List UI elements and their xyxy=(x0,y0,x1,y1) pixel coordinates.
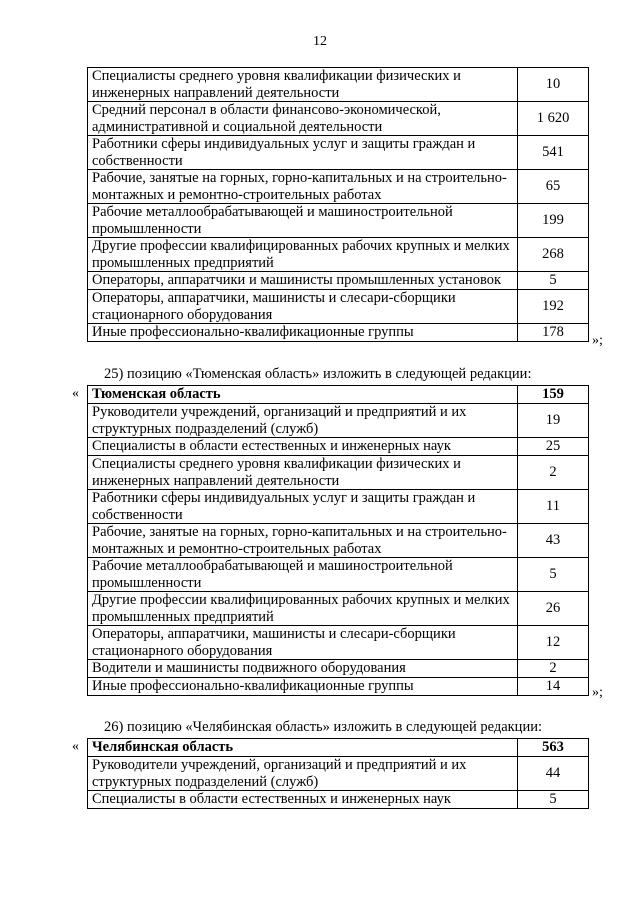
page-number: 12 xyxy=(313,34,327,49)
table-row xyxy=(88,438,589,456)
row-value: 178 xyxy=(518,324,589,342)
row-name: Водители и машинисты подвижного оборудования xyxy=(88,660,518,678)
row-name: Средний персонал в области финансово-экономической, административной и социальной деятельности xyxy=(88,102,518,136)
row-value: 65 xyxy=(518,170,589,204)
table-row xyxy=(88,757,589,791)
row-name: Операторы, аппаратчики, машинисты и слесари-сборщики стационарного оборудования xyxy=(88,626,518,660)
table-row xyxy=(88,170,589,204)
row-value: 2 xyxy=(518,456,589,490)
paragraph-26: 26) позицию «Челябинская область» изложить в следующей редакции: xyxy=(104,719,542,735)
region-name: Тюменская область xyxy=(88,386,518,404)
table-row xyxy=(88,272,589,290)
row-name: Рабочие, занятые на горных, горно-капитальных и на строительно-монтажных и ремонтно-строительных работах xyxy=(88,524,518,558)
row-value: 1 620 xyxy=(518,102,589,136)
table-row xyxy=(88,558,589,592)
row-name: Другие профессии квалифицированных рабочих крупных и мелких промышленных предприятий xyxy=(88,238,518,272)
table-row xyxy=(88,524,589,558)
table-row xyxy=(88,490,589,524)
row-name: Руководители учреждений, организаций и предприятий и их структурных подразделений (служб) xyxy=(88,404,518,438)
row-value: 14 xyxy=(518,678,589,696)
row-value: 25 xyxy=(518,438,589,456)
table-row xyxy=(88,136,589,170)
table-row xyxy=(88,238,589,272)
row-name: Специалисты в области естественных и инженерных наук xyxy=(88,438,518,456)
table-row xyxy=(88,404,589,438)
opening-quote: « xyxy=(72,386,79,401)
table-tyumen xyxy=(87,385,589,696)
row-value: 11 xyxy=(518,490,589,524)
row-name: Специалисты в области естественных и инженерных наук xyxy=(88,791,518,809)
opening-quote: « xyxy=(72,739,79,754)
paragraph-25: 25) позицию «Тюменская область» изложить в следующей редакции: xyxy=(104,366,532,382)
table-row xyxy=(88,204,589,238)
region-total: 159 xyxy=(518,386,589,404)
region-total: 563 xyxy=(518,739,589,757)
table-row xyxy=(88,290,589,324)
table-row xyxy=(88,626,589,660)
row-value: 5 xyxy=(518,272,589,290)
closing-quote: »; xyxy=(592,685,603,700)
row-name: Операторы, аппаратчики, машинисты и слесари-сборщики стационарного оборудования xyxy=(88,290,518,324)
table-row xyxy=(88,678,589,696)
table-continuation xyxy=(87,67,589,342)
row-value: 199 xyxy=(518,204,589,238)
row-value: 5 xyxy=(518,791,589,809)
table-row xyxy=(88,791,589,809)
row-value: 12 xyxy=(518,626,589,660)
table-chelyabinsk xyxy=(87,738,589,809)
row-name: Иные профессионально-квалификационные группы xyxy=(88,678,518,696)
row-name: Специалисты среднего уровня квалификации физических и инженерных направлений деятельности xyxy=(88,456,518,490)
table-header-row xyxy=(88,386,589,404)
row-name: Иные профессионально-квалификационные группы xyxy=(88,324,518,342)
row-name: Рабочие, занятые на горных, горно-капитальных и на строительно-монтажных и ремонтно-строительных работах xyxy=(88,170,518,204)
row-name: Работники сферы индивидуальных услуг и защиты граждан и собственности xyxy=(88,136,518,170)
row-value: 541 xyxy=(518,136,589,170)
table-row xyxy=(88,324,589,342)
row-value: 26 xyxy=(518,592,589,626)
row-value: 268 xyxy=(518,238,589,272)
closing-quote: »; xyxy=(592,333,603,348)
region-name: Челябинская область xyxy=(88,739,518,757)
row-value: 2 xyxy=(518,660,589,678)
row-value: 19 xyxy=(518,404,589,438)
table-row xyxy=(88,660,589,678)
row-value: 44 xyxy=(518,757,589,791)
row-value: 192 xyxy=(518,290,589,324)
table-row xyxy=(88,68,589,102)
table-row xyxy=(88,456,589,490)
row-name: Специалисты среднего уровня квалификации физических и инженерных направлений деятельности xyxy=(88,68,518,102)
row-value: 5 xyxy=(518,558,589,592)
row-name: Операторы, аппаратчики и машинисты промышленных установок xyxy=(88,272,518,290)
table-row xyxy=(88,102,589,136)
row-value: 10 xyxy=(518,68,589,102)
row-name: Другие профессии квалифицированных рабочих крупных и мелких промышленных предприятий xyxy=(88,592,518,626)
row-name: Руководители учреждений, организаций и предприятий и их структурных подразделений (служб) xyxy=(88,757,518,791)
row-name: Работники сферы индивидуальных услуг и защиты граждан и собственности xyxy=(88,490,518,524)
table-row xyxy=(88,592,589,626)
table-header-row xyxy=(88,739,589,757)
row-value: 43 xyxy=(518,524,589,558)
row-name: Рабочие металлообрабатывающей и машиностроительной промышленности xyxy=(88,204,518,238)
row-name: Рабочие металлообрабатывающей и машиностроительной промышленности xyxy=(88,558,518,592)
